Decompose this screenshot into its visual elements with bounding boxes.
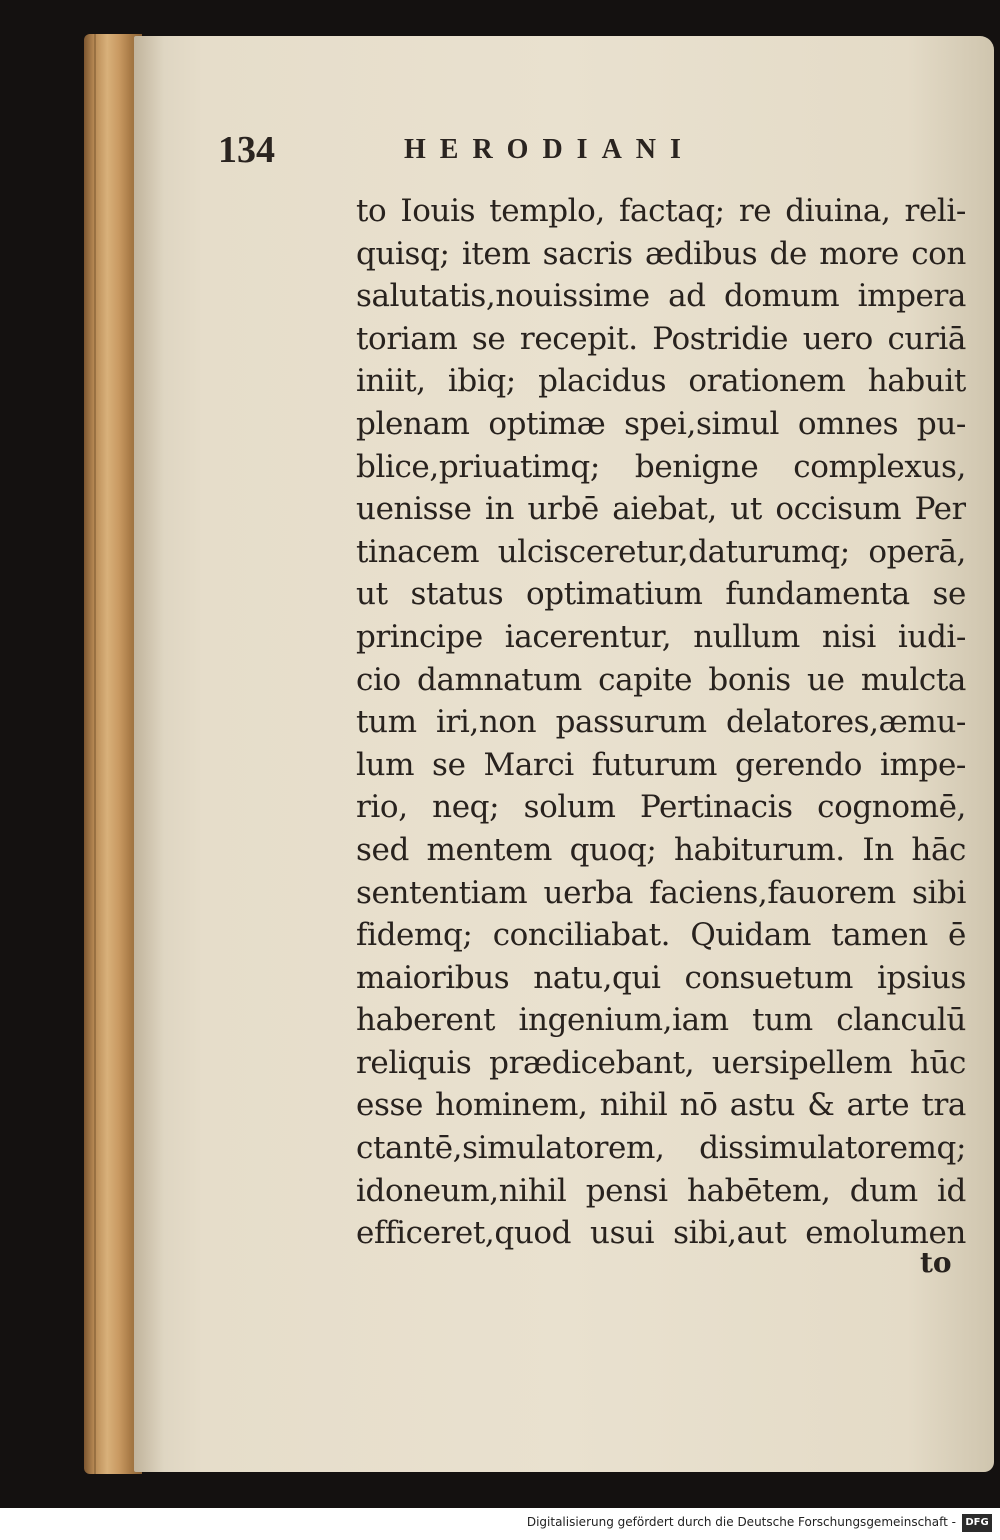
text-line: ctantē,simulatorem, dissimulatoremq; bbox=[356, 1130, 966, 1167]
text-line: sed mentem quoq; habiturum. In hāc bbox=[356, 831, 966, 868]
text-line: lum se Marci futurum gerendo impe- bbox=[356, 746, 966, 783]
footer-bar bbox=[0, 1508, 1000, 1540]
text-line: toriam se recepit. Postridie uero curiā bbox=[356, 320, 966, 357]
text-line: plenam optimæ spei,simul omnes pu- bbox=[356, 405, 966, 442]
text-line: uenisse in urbē aiebat, ut occisum Per bbox=[356, 491, 966, 528]
text-line: tum iri,non passurum delatores,æmu- bbox=[356, 704, 966, 741]
body-text bbox=[356, 190, 966, 1255]
text-line: esse hominem, nihil nō astu & arte tra bbox=[356, 1087, 966, 1124]
text-line: to Iouis templo, factaq; re diuina, reli- bbox=[356, 193, 966, 229]
running-head: HERODIANI bbox=[404, 134, 695, 165]
text-line: blice,priuatimq; benigne complexus, bbox=[356, 448, 966, 485]
digitization-credit: Digitalisierung gefördert durch die Deutsche Forschungsgemeinschaft - bbox=[526, 1515, 956, 1529]
text-line: maioribus natu,qui consuetum ipsius bbox=[356, 959, 966, 996]
text-line: efficeret,quod usui sibi,aut emolumen bbox=[356, 1215, 966, 1252]
dfg-logo-icon: DFG bbox=[962, 1514, 992, 1532]
text-line: tinacem ulcisceretur,daturumq; operā, bbox=[356, 533, 966, 570]
text-line: reliquis prædicebant, uersipellem hūc bbox=[356, 1044, 966, 1081]
text-line: salutatis,nouissime ad domum impera bbox=[356, 278, 966, 315]
text-line: principe iacerentur, nullum nisi iudi- bbox=[356, 618, 966, 655]
text-line: sententiam uerba faciens,fauorem sibi bbox=[356, 874, 966, 911]
text-line: iniit, ibiq; placidus orationem habuit bbox=[356, 363, 966, 400]
page-number: 134 bbox=[218, 129, 275, 171]
text-line: fidemq; conciliabat. Quidam tamen ē bbox=[356, 917, 966, 954]
text-line: haberent ingenium,iam tum clanculū bbox=[356, 1002, 966, 1039]
text-line: idoneum,nihil pensi habētem, dum id bbox=[356, 1172, 966, 1209]
text-line: cio damnatum capite bonis ue mulcta bbox=[356, 661, 966, 698]
text-line: rio, neq; solum Pertinacis cognomē, bbox=[356, 789, 966, 826]
page-header bbox=[218, 128, 838, 178]
text-line: quisq; item sacris ædibus de more con bbox=[356, 235, 966, 272]
catchword: to bbox=[920, 1246, 952, 1279]
text-line: ut status optimatium fundamenta se bbox=[356, 576, 966, 613]
